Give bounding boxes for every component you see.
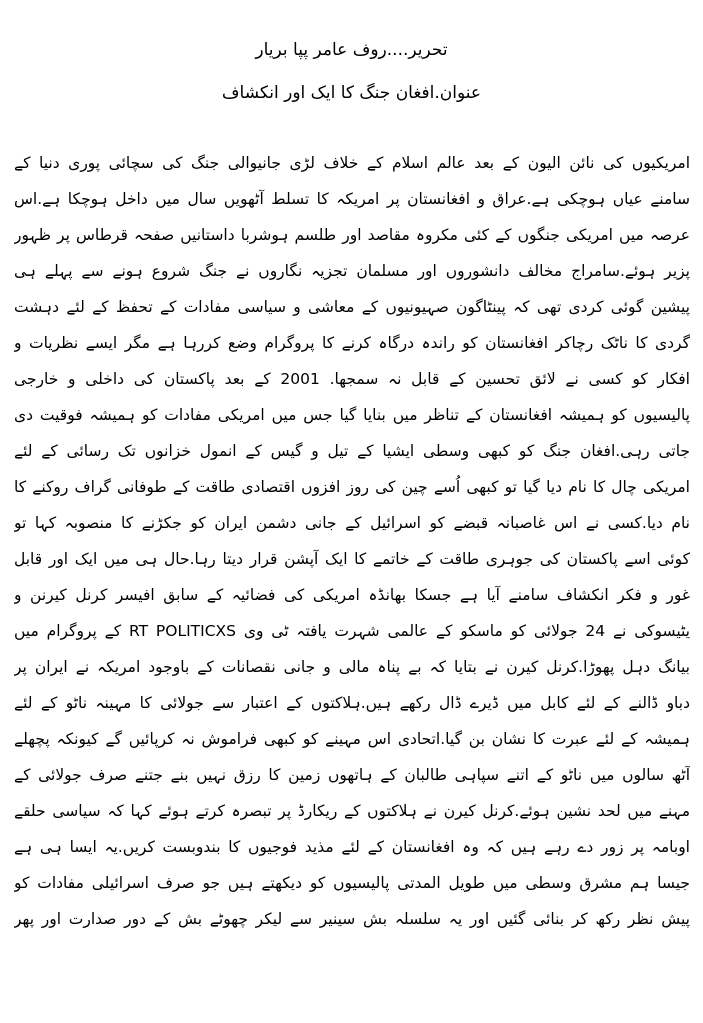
body-line: گردی کا ناٹک رچاکر افغانستان کو راندہ درگاہ کرنے کا پروگرام وضع کررہا ہے مگر ایسے نظریات و (14, 334, 690, 352)
body-line: غور و فکر انکشاف سامنے آیا ہے جسکا بھانڈہ امریکی کی فضائیہ کے سابق افیسر کرنل کیرنن و (14, 586, 690, 604)
body-line: اوبامہ پر زور دے رہے ہیں کہ وہ افغانستان کے لئے مذید فوجیوں کا بندوبست کریں.یہ ایسا ہی ہے (14, 838, 690, 856)
body-line: جیسا ہم مشرق وسطی میں طویل المدتی پالیسیوں کو دیکھتے ہیں جو صرف اسرائیلی مفادات کو (14, 874, 690, 892)
body-line: امریکی چال کا نام دیا گیا تو کبھی اُسے چین کی روز افزوں اقتصادی طاقت کے طوفانی گراف روکنے کا (14, 478, 690, 496)
body-line: پیش نظر رکھ کر بنائی گئیں اور یہ سلسلہ بش سینیر سے لیکر چھوٹے بش کے دور صدارت اور پھر (14, 910, 690, 928)
author-line: تحریر....روف عامر پپا بریار (255, 40, 448, 60)
body-line: پیشین گوئی کردی تھی کہ پینٹاگون صہیونیوں کے معاشی و سیاسی مفادات کے تحفظ کے لئے دہشت (14, 298, 690, 316)
body-line: پالیسیوں کو ہمیشہ افغانستان کے تناظر میں بنایا گیا جس میں امریکی مفادات کو ہمیشہ فوقیت دی (14, 406, 690, 424)
body-line: بیانگ دہل پھوڑا.کرنل کیرن نے بتایا کہ بے پناہ مالی و جانی نقصانات کے باوجود امریکہ نے ایران پر (14, 658, 690, 676)
body-line: نام دیا.کسی نے اس غاصبانہ قبضے کو اسرائیل کے جانی دشمن ایران کو جکڑنے کا منصوبہ کہا تو (14, 514, 690, 532)
subject-line: عنوان.افغان جنگ کا ایک اور انکشاف (221, 83, 482, 103)
body-line: امریکیوں کی نائن الیون کے بعد عالم اسلام کے خلاف لڑی جانیوالی جنگ کی سچائی پوری دنیا کے (14, 154, 690, 172)
body-line: عرصہ میں امریکی جنگوں کے کئی مکروہ مقاصد اور طلسم ہوشربا داستانیں صفحہ قرطاس پر ظہور (14, 226, 690, 244)
body-line: دباو ڈالنے کے لئے کابل میں ڈیرے ڈال رکھے ہیں.ہلاکتوں کے اعتبار سے جولائی کا مہینہ ناٹو کے لئے (14, 694, 690, 712)
body-line: ہمیشہ کے لئے عبرت کا نشان بن گیا.اتحادی اس مہینے کو کبھی فراموش نہ کرپائیں گے کیونکہ پچھلے (14, 730, 690, 748)
body-line: پزیر ہوئے.سامراج مخالف دانشوروں اور مسلمان تجزیہ نگاروں نے جنگ شروع ہونے سے پہلے ہی (14, 262, 690, 280)
body-line: مہنے میں لحد نشین ہوئے.کرنل کیرن نے ہلاکتوں کے ریکارڈ پر تبصرہ کرتے ہوئے کہا کہ سیاسی حلقے (14, 802, 690, 820)
body-line: افکار کو کسی نے لائق تحسین کے قابل نہ سمجھا. 2001 کے بعد پاکستان کی داخلی و خارجی (14, 370, 690, 388)
body-line: سامنے عیاں ہوچکی ہے.عراق و افغانستان پر امریکہ کا تسلط آٹھویں سال میں داخل ہوچکا ہے.اس (14, 190, 690, 208)
body-line: یٹیسوکی نے 24 جولائی کو ماسکو کے عالمی شہرت یافتہ ٹی وی RT POLITICXS کے پروگرام میں (14, 622, 690, 640)
body-line: آٹھ سالوں میں ناٹو کے اتنے سپاہی طالبان کے ہاتھوں زمین کا رزق نہیں بنے جتنے صرف جولائی کے (14, 766, 690, 784)
body-line: کوئی اسے پاکستان کی جوہری طاقت کے خاتمے کا ایک آپشن قرار دیتا رہا.حال ہی میں ایک اور قابل (14, 550, 690, 568)
body-line: جاتی رہی.افغان جنگ کو کبھی وسطی ایشیا کے تیل و گیس کے انمول خزانوں تک رسائی کے لئے (14, 442, 690, 460)
